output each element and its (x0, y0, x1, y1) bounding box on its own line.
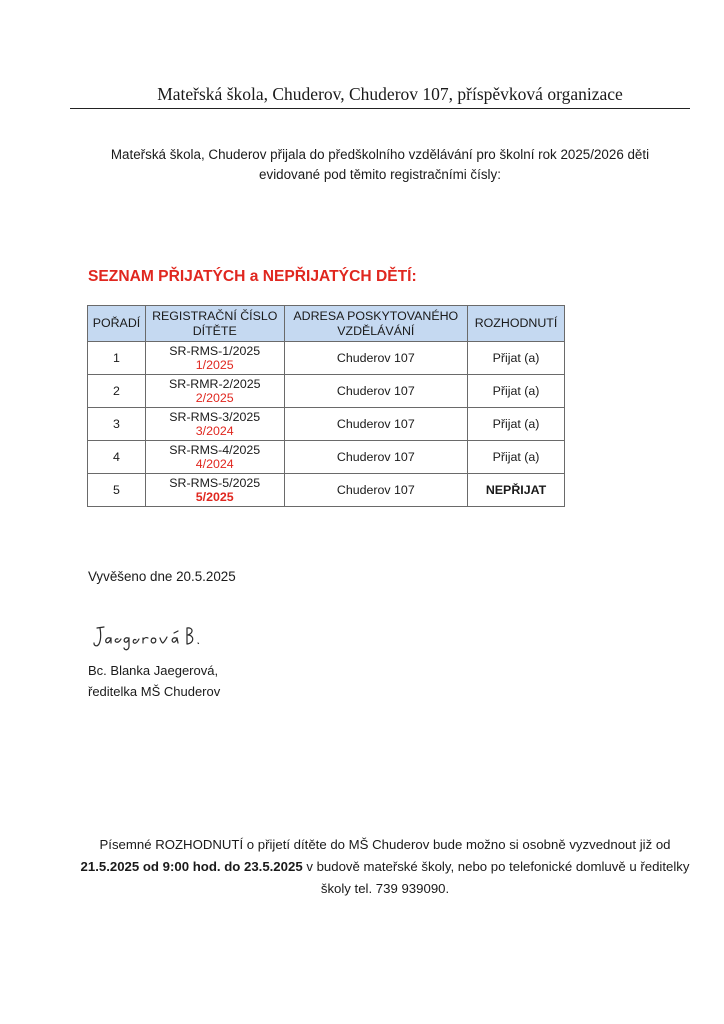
row-registration (145, 375, 284, 408)
row-address: Chuderov 107 (284, 342, 468, 375)
table-row (88, 474, 565, 507)
handwritten-signature (90, 622, 210, 654)
row-registration (145, 342, 284, 375)
header-reg-line-2: DÍTĚTE (192, 323, 237, 338)
footer-line-1: Písemné ROZHODNUTÍ o přijetí dítěte do MŠ Chuderov bude možno si osobně vyzvednout již od (99, 837, 671, 852)
table-row (88, 408, 565, 441)
table-row (88, 342, 565, 375)
posted-date: Vyvěšeno dne 20.5.2025 (88, 569, 236, 584)
row-registration (145, 441, 284, 474)
table-header-row (88, 306, 565, 342)
results-table (87, 305, 565, 507)
footer-note (70, 834, 700, 900)
row-decision: Přijat (a) (468, 408, 565, 441)
registration-suffix: 4/2024 (195, 457, 234, 471)
registration-number: SR-RMS-3/2025 (169, 409, 261, 424)
row-decision: Přijat (a) (468, 441, 565, 474)
header-address (284, 306, 468, 342)
registration-number: SR-RMS-4/2025 (169, 442, 261, 457)
footer-line-2 (70, 856, 700, 878)
table-row (88, 441, 565, 474)
row-decision: Přijat (a) (468, 342, 565, 375)
row-address: Chuderov 107 (284, 474, 468, 507)
row-decision: NEPŘIJAT (468, 474, 565, 507)
table-row (88, 375, 565, 408)
row-order: 1 (88, 342, 146, 375)
registration-number: SR-RMS-1/2025 (169, 343, 261, 358)
signer-role: ředitelka MŠ Chuderov (88, 684, 221, 699)
row-address: Chuderov 107 (284, 441, 468, 474)
header-registration-number (145, 306, 284, 342)
page-header-title: Mateřská škola, Chuderov, Chuderov 107, příspěvková organizace (157, 84, 623, 104)
registration-number: SR-RMR-2/2025 (168, 376, 261, 391)
registration-suffix: 1/2025 (195, 358, 234, 372)
header-order: POŘADÍ (88, 306, 146, 342)
intro-line-2: evidované pod těmito registračními čísly: (259, 167, 501, 182)
signer-name: Bc. Blanka Jaegerová, (88, 663, 219, 678)
signer-block (88, 660, 220, 702)
registration-suffix: 3/2024 (195, 424, 234, 438)
row-registration (145, 474, 284, 507)
intro-paragraph (80, 145, 680, 185)
registration-suffix: 2/2025 (195, 391, 234, 405)
row-address: Chuderov 107 (284, 375, 468, 408)
header-addr-line-2: VZDĚLÁVÁNÍ (337, 323, 415, 338)
row-decision: Přijat (a) (468, 375, 565, 408)
intro-line-1: Mateřská škola, Chuderov přijala do předškolního vzdělávání pro školní rok 2025/2026 děti (110, 147, 650, 162)
row-registration (145, 408, 284, 441)
list-title: SEZNAM PŘIJATÝCH a NEPŘIJATÝCH DĚTÍ: (88, 268, 417, 285)
row-order: 5 (88, 474, 146, 507)
row-order: 3 (88, 408, 146, 441)
header-decision: ROZHODNUTÍ (468, 306, 565, 342)
footer-line-2-text: v budově mateřské školy, nebo po telefonické domluvě u ředitelky (302, 859, 690, 874)
row-order: 2 (88, 375, 146, 408)
header-divider (70, 108, 690, 109)
registration-number: SR-RMS-5/2025 (169, 475, 261, 490)
registration-suffix: 5/2025 (195, 490, 234, 504)
row-order: 4 (88, 441, 146, 474)
header-reg-line-1: REGISTRAČNÍ ČÍSLO (152, 308, 278, 323)
footer-dates: 21.5.2025 od 9:00 hod. do 23.5.2025 (80, 859, 303, 874)
header-addr-line-1: ADRESA POSKYTOVANÉHO (293, 308, 459, 323)
row-address: Chuderov 107 (284, 408, 468, 441)
footer-line-3: školy tel. 739 939090. (320, 881, 450, 896)
